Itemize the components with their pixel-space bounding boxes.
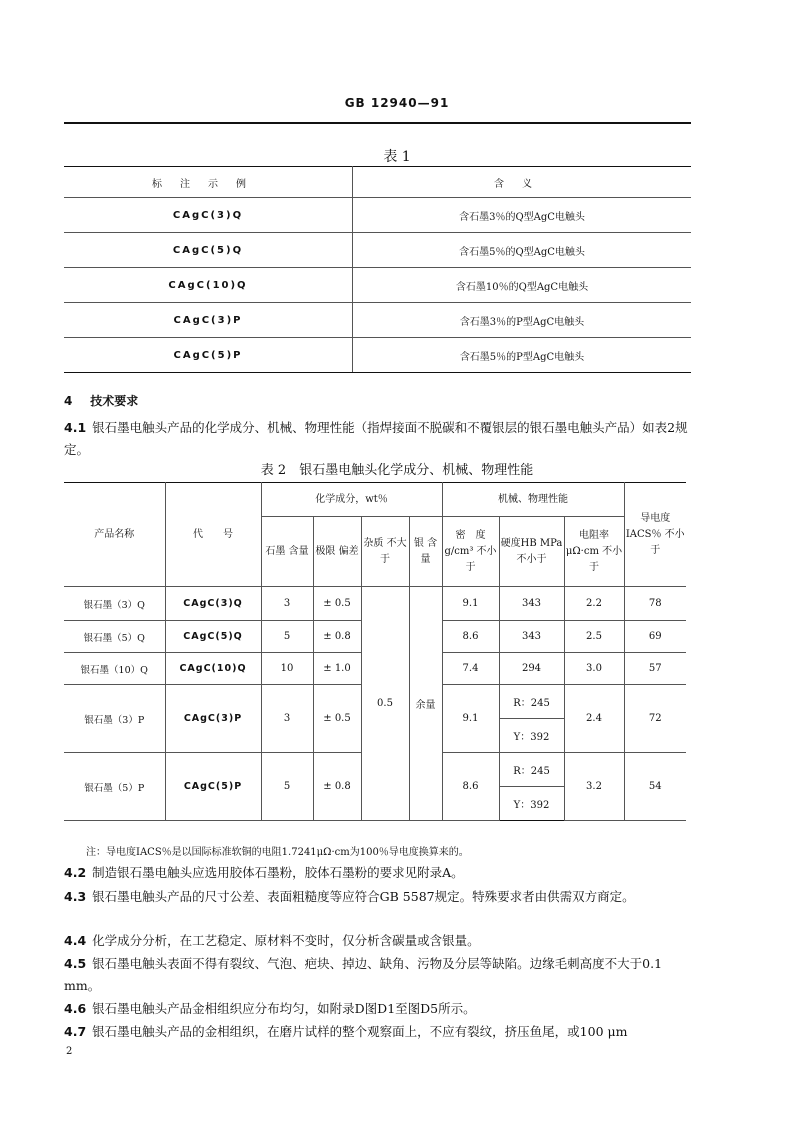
conductivity-cell: 78 — [624, 587, 686, 621]
table-row — [64, 587, 686, 621]
paragraph-4-3 — [64, 886, 691, 908]
table2-header-density: 密 度 g/cm³ 不小于 — [442, 517, 499, 587]
deviation-cell: ± 0.8 — [313, 621, 361, 653]
clause-number: 4.5 — [64, 956, 87, 971]
resistivity-cell: 2.2 — [564, 587, 624, 621]
table2-header-code: 代 号 — [165, 483, 261, 587]
graphite-cell: 10 — [261, 653, 313, 685]
table-row — [64, 338, 691, 373]
clause-text: 银石墨电触头产品的金相组织，在磨片试样的整个观察面上，不应有裂纹，挤压鱼尾，或100 μm — [92, 1024, 628, 1039]
clause-number: 4.1 — [64, 420, 87, 435]
clause-text: 银石墨电触头产品金相组织应分布均匀，如附录D图D1至图D5所示。 — [92, 1001, 476, 1016]
clause-number: 4.2 — [64, 865, 87, 880]
hardness-cell: 294 — [499, 653, 564, 685]
paragraph-4-7 — [64, 1021, 691, 1043]
resistivity-cell: 3.2 — [564, 753, 624, 821]
table-row — [64, 268, 691, 303]
table2-header-resistivity: 电阻率 μΩ·cm 不小于 — [564, 517, 624, 587]
hardness-cell: 343 — [499, 587, 564, 621]
table-row — [64, 303, 691, 338]
table2-header-chem: 化学成分，wt％ — [261, 483, 442, 517]
graphite-cell: 5 — [261, 621, 313, 653]
density-cell: 8.6 — [442, 621, 499, 653]
table1-code-cell: CAgC(10)Q — [64, 268, 353, 303]
section-title: 技术要求 — [90, 394, 139, 408]
impurity-cell: 0.5 — [361, 587, 409, 821]
density-cell: 8.6 — [442, 753, 499, 821]
table1-meaning-cell: 含石墨10％的Q型AgC电触头 — [353, 268, 692, 303]
conductivity-cell: 57 — [624, 653, 686, 685]
conductivity-cell: 72 — [624, 685, 686, 753]
table-row — [64, 233, 691, 268]
density-cell: 7.4 — [442, 653, 499, 685]
table1-meaning-cell: 含石墨5％的P型AgC电触头 — [353, 338, 692, 373]
section-number: 4 — [64, 394, 73, 408]
product-name-cell: 银石墨（3）Q — [64, 587, 165, 621]
hardness-y-cell: Y：392 — [499, 787, 564, 821]
deviation-cell: ± 0.5 — [313, 587, 361, 621]
resistivity-cell: 2.4 — [564, 685, 624, 753]
table1-meaning-cell: 含石墨5％的Q型AgC电触头 — [353, 233, 692, 268]
product-code-cell: CAgC(5)Q — [165, 621, 261, 653]
table-row — [64, 198, 691, 233]
table2-header-row-1 — [64, 483, 686, 517]
clause-text: 制造银石墨电触头应选用胶体石墨粉，胶体石墨粉的要求见附录A。 — [92, 865, 464, 880]
paragraph-4-5 — [64, 953, 691, 997]
table2-note: 注：导电度IACS％是以国际标准软铜的电阻1.7241μΩ·cm为100％导电度换算来的。 — [86, 847, 469, 858]
clause-number: 4.3 — [64, 889, 87, 904]
hardness-r-cell: R：245 — [499, 753, 564, 787]
product-code-cell: CAgC(5)P — [165, 753, 261, 821]
paragraph-4-6 — [64, 998, 691, 1020]
clause-text: 化学成分分析，在工艺稳定、原材料不变时，仅分析含碳量或含银量。 — [92, 933, 480, 948]
hardness-cell: 343 — [499, 621, 564, 653]
product-code-cell: CAgC(10)Q — [165, 653, 261, 685]
table2-header-mech: 机械、物理性能 — [442, 483, 624, 517]
standard-code: GB 12940—91 — [344, 96, 450, 110]
table1-header-row — [64, 167, 691, 198]
table1-meaning-cell: 含石墨3％的Q型AgC电触头 — [353, 198, 692, 233]
table2-header-deviation: 极限 偏差 — [313, 517, 361, 587]
graphite-cell: 3 — [261, 587, 313, 621]
product-code-cell: CAgC(3)P — [165, 685, 261, 753]
table2-header-product: 产品名称 — [64, 483, 165, 587]
paragraph-4-2 — [64, 862, 691, 884]
table1-meaning-cell: 含石墨3％的P型AgC电触头 — [353, 303, 692, 338]
density-cell: 9.1 — [442, 685, 499, 753]
table2-header-graphite: 石墨 含量 — [261, 517, 313, 587]
clause-text: 银石墨电触头产品的化学成分、机械、物理性能（指焊接面不脱碳和不覆银层的银石墨电触头产品）如表2规定。 — [64, 420, 688, 457]
paragraph-4-4 — [64, 930, 691, 952]
deviation-cell: ± 1.0 — [313, 653, 361, 685]
graphite-cell: 5 — [261, 753, 313, 821]
table2-header-impurity: 杂质 不大于 — [361, 517, 409, 587]
page-number: 2 — [66, 1046, 73, 1057]
hardness-y-cell: Y：392 — [499, 719, 564, 753]
hardness-r-cell: R：245 — [499, 685, 564, 719]
table2 — [64, 482, 686, 821]
product-name-cell: 银石墨（5）Q — [64, 621, 165, 653]
table2-header-silver: 银 含量 — [409, 517, 442, 587]
conductivity-cell: 54 — [624, 753, 686, 821]
clause-number: 4.6 — [64, 1001, 87, 1016]
table2-caption: 表 2 银石墨电触头化学成分、机械、物理性能 — [260, 463, 534, 478]
conductivity-cell: 69 — [624, 621, 686, 653]
product-name-cell: 银石墨（10）Q — [64, 653, 165, 685]
product-code-cell: CAgC(3)Q — [165, 587, 261, 621]
product-name-cell: 银石墨（3）P — [64, 685, 165, 753]
header-rule — [64, 122, 691, 124]
table1-code-cell: CAgC(5)Q — [64, 233, 353, 268]
resistivity-cell: 3.0 — [564, 653, 624, 685]
graphite-cell: 3 — [261, 685, 313, 753]
clause-text: 银石墨电触头产品的尺寸公差、表面粗糙度等应符合GB 5587规定。特殊要求者由供需双方商定。 — [92, 889, 635, 904]
deviation-cell: ± 0.8 — [313, 753, 361, 821]
deviation-cell: ± 0.5 — [313, 685, 361, 753]
table2-header-hardness: 硬度HB MPa 不小于 — [499, 517, 564, 587]
paragraph-4-1 — [64, 417, 691, 461]
table1-code-cell: CAgC(3)Q — [64, 198, 353, 233]
table1-code-cell: CAgC(3)P — [64, 303, 353, 338]
section-4-heading — [64, 392, 138, 409]
table2-header-conductivity: 导电度 IACS％ 不小于 — [624, 483, 686, 587]
table1-caption: 表 1 — [383, 149, 411, 165]
table1-header-example: 标注示例 — [64, 167, 353, 198]
clause-number: 4.7 — [64, 1024, 87, 1039]
table1-header-meaning: 含义 — [353, 167, 692, 198]
product-name-cell: 银石墨（5）P — [64, 753, 165, 821]
clause-text: 银石墨电触头表面不得有裂纹、气泡、疤块、掉边、缺角、污物及分层等缺陷。边缘毛刺高度不大于0.1 mm。 — [64, 956, 663, 993]
table1-code-cell: CAgC(5)P — [64, 338, 353, 373]
silver-cell: 余量 — [409, 587, 442, 821]
table1 — [64, 166, 691, 373]
clause-number: 4.4 — [64, 933, 87, 948]
density-cell: 9.1 — [442, 587, 499, 621]
resistivity-cell: 2.5 — [564, 621, 624, 653]
